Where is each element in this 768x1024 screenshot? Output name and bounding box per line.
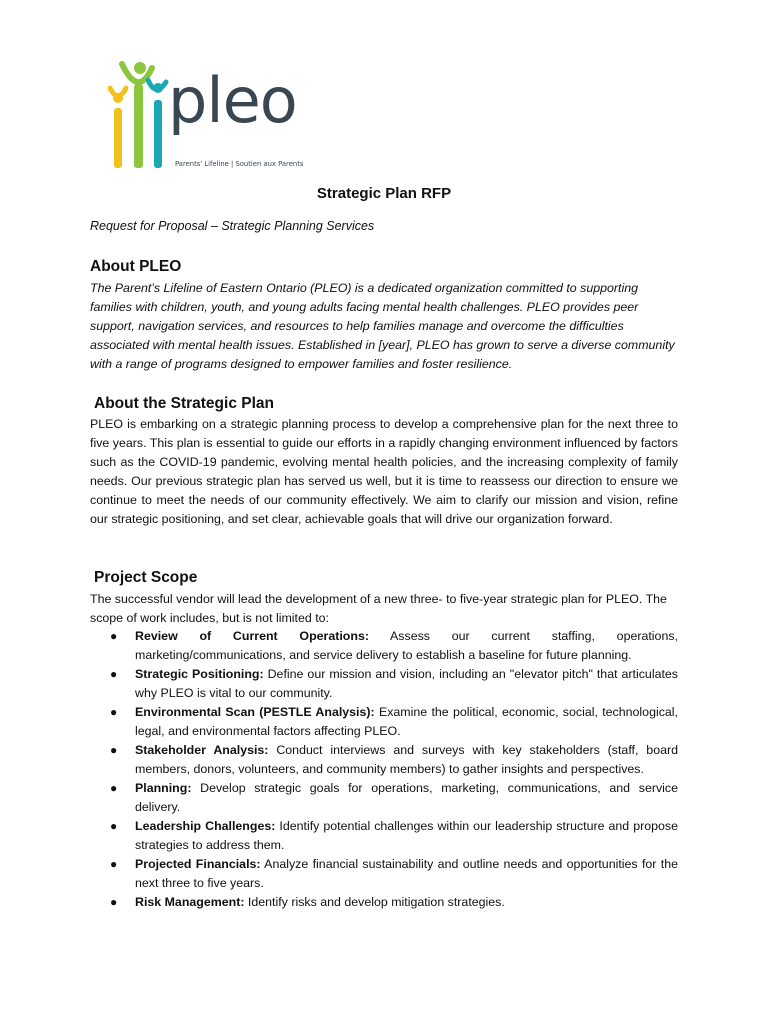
scope-item-label: Planning: xyxy=(135,781,192,795)
scope-item-text: Identify potential challenges within our leadership structure and propose strategies to address them. xyxy=(135,819,678,852)
scope-item-label: Strategic Positioning: xyxy=(135,667,264,681)
scope-item-label: Stakeholder Analysis: xyxy=(135,743,269,757)
about-plan-heading: About the Strategic Plan xyxy=(94,395,274,412)
document-title: Strategic Plan RFP xyxy=(316,185,452,202)
logo-tagline: Parents' Lifeline | Soutien aux Parents xyxy=(175,160,304,168)
list-item xyxy=(90,893,678,912)
about-plan-body: PLEO is embarking on a strategic planning process to develop a comprehensive plan for the next three to five years. This plan is essential to guide our efforts in a rapidly changing environment influenced by factors such as the COVID-19 pandemic, evolving mental health policies, and the increasing complexity of family needs. Our previous strategic plan has served us well, but it is time to reassess our direction to ensure we continue to meet the needs of our community effectively. We aim to clarify our mission and vision, refine our strategic positioning, and set clear, achievable goals that will drive our organization forward. xyxy=(90,417,678,526)
bullet-icon: ● xyxy=(110,895,118,909)
list-item xyxy=(90,741,678,779)
pleo-logo xyxy=(108,58,328,174)
list-item xyxy=(90,817,678,855)
document-subtitle: Request for Proposal – Strategic Planning Services xyxy=(90,219,375,233)
scope-list xyxy=(90,627,678,912)
list-item xyxy=(90,627,678,665)
scope-item-label: Leadership Challenges: xyxy=(135,819,276,833)
scope-item-label: Review of Current Operations: xyxy=(135,629,369,643)
scope-item-label: Risk Management: xyxy=(135,895,245,909)
bullet-icon: ● xyxy=(110,667,118,681)
scope-item-text: Develop strategic goals for operations, marketing, communications, and service delivery. xyxy=(135,781,678,814)
bullet-icon: ● xyxy=(110,629,118,643)
scope-item-label: Projected Financials: xyxy=(135,857,261,871)
list-item xyxy=(90,665,678,703)
scope-item-label: Environmental Scan (PESTLE Analysis): xyxy=(135,705,375,719)
scope-item-text: Assess our current staffing, operations, marketing/communications, and service delivery to establish a baseline for future planning. xyxy=(135,629,678,662)
scope-item-text: Identify risks and develop mitigation strategies. xyxy=(244,895,505,909)
scope-item-text: Conduct interviews and surveys with key stakeholders (staff, board members, donors, volunteers, and community members) to gather insights and perspectives. xyxy=(135,743,678,776)
logo-wordmark: pleo xyxy=(168,64,297,137)
about-pleo-body: The Parent’s Lifeline of Eastern Ontario (PLEO) is a dedicated organization committed to supporting families with children, youth, and young adults facing mental health challenges. PLEO provides peer support, navigation services, and resources to help families manage and overcome the difficulties associated with mental health issues. Established in [year], PLEO has grown to serve a diverse community with a range of programs designed to empower families and foster resilience. xyxy=(90,281,675,371)
project-scope-heading: Project Scope xyxy=(94,569,198,586)
about-pleo-heading: About PLEO xyxy=(90,258,182,275)
bullet-icon: ● xyxy=(110,819,118,833)
list-item xyxy=(90,855,678,893)
list-item xyxy=(90,779,678,817)
bullet-icon: ● xyxy=(110,781,118,795)
bullet-icon: ● xyxy=(110,743,118,757)
scope-item-text: Analyze financial sustainability and outline needs and opportunities for the next three to five years. xyxy=(135,857,678,890)
scope-item-text: Define our mission and vision, including an "elevator pitch" that articulates why PLEO is vital to our community. xyxy=(135,667,678,700)
scope-item-text: Examine the political, economic, social, technological, legal, and environmental factors affecting PLEO. xyxy=(135,705,678,738)
project-scope-intro: The successful vendor will lead the development of a new three- to five-year strategic plan for PLEO. The scope of work includes, but is not limited to: xyxy=(90,592,667,625)
bullet-icon: ● xyxy=(110,857,118,871)
bullet-icon: ● xyxy=(110,705,118,719)
list-item xyxy=(90,703,678,741)
